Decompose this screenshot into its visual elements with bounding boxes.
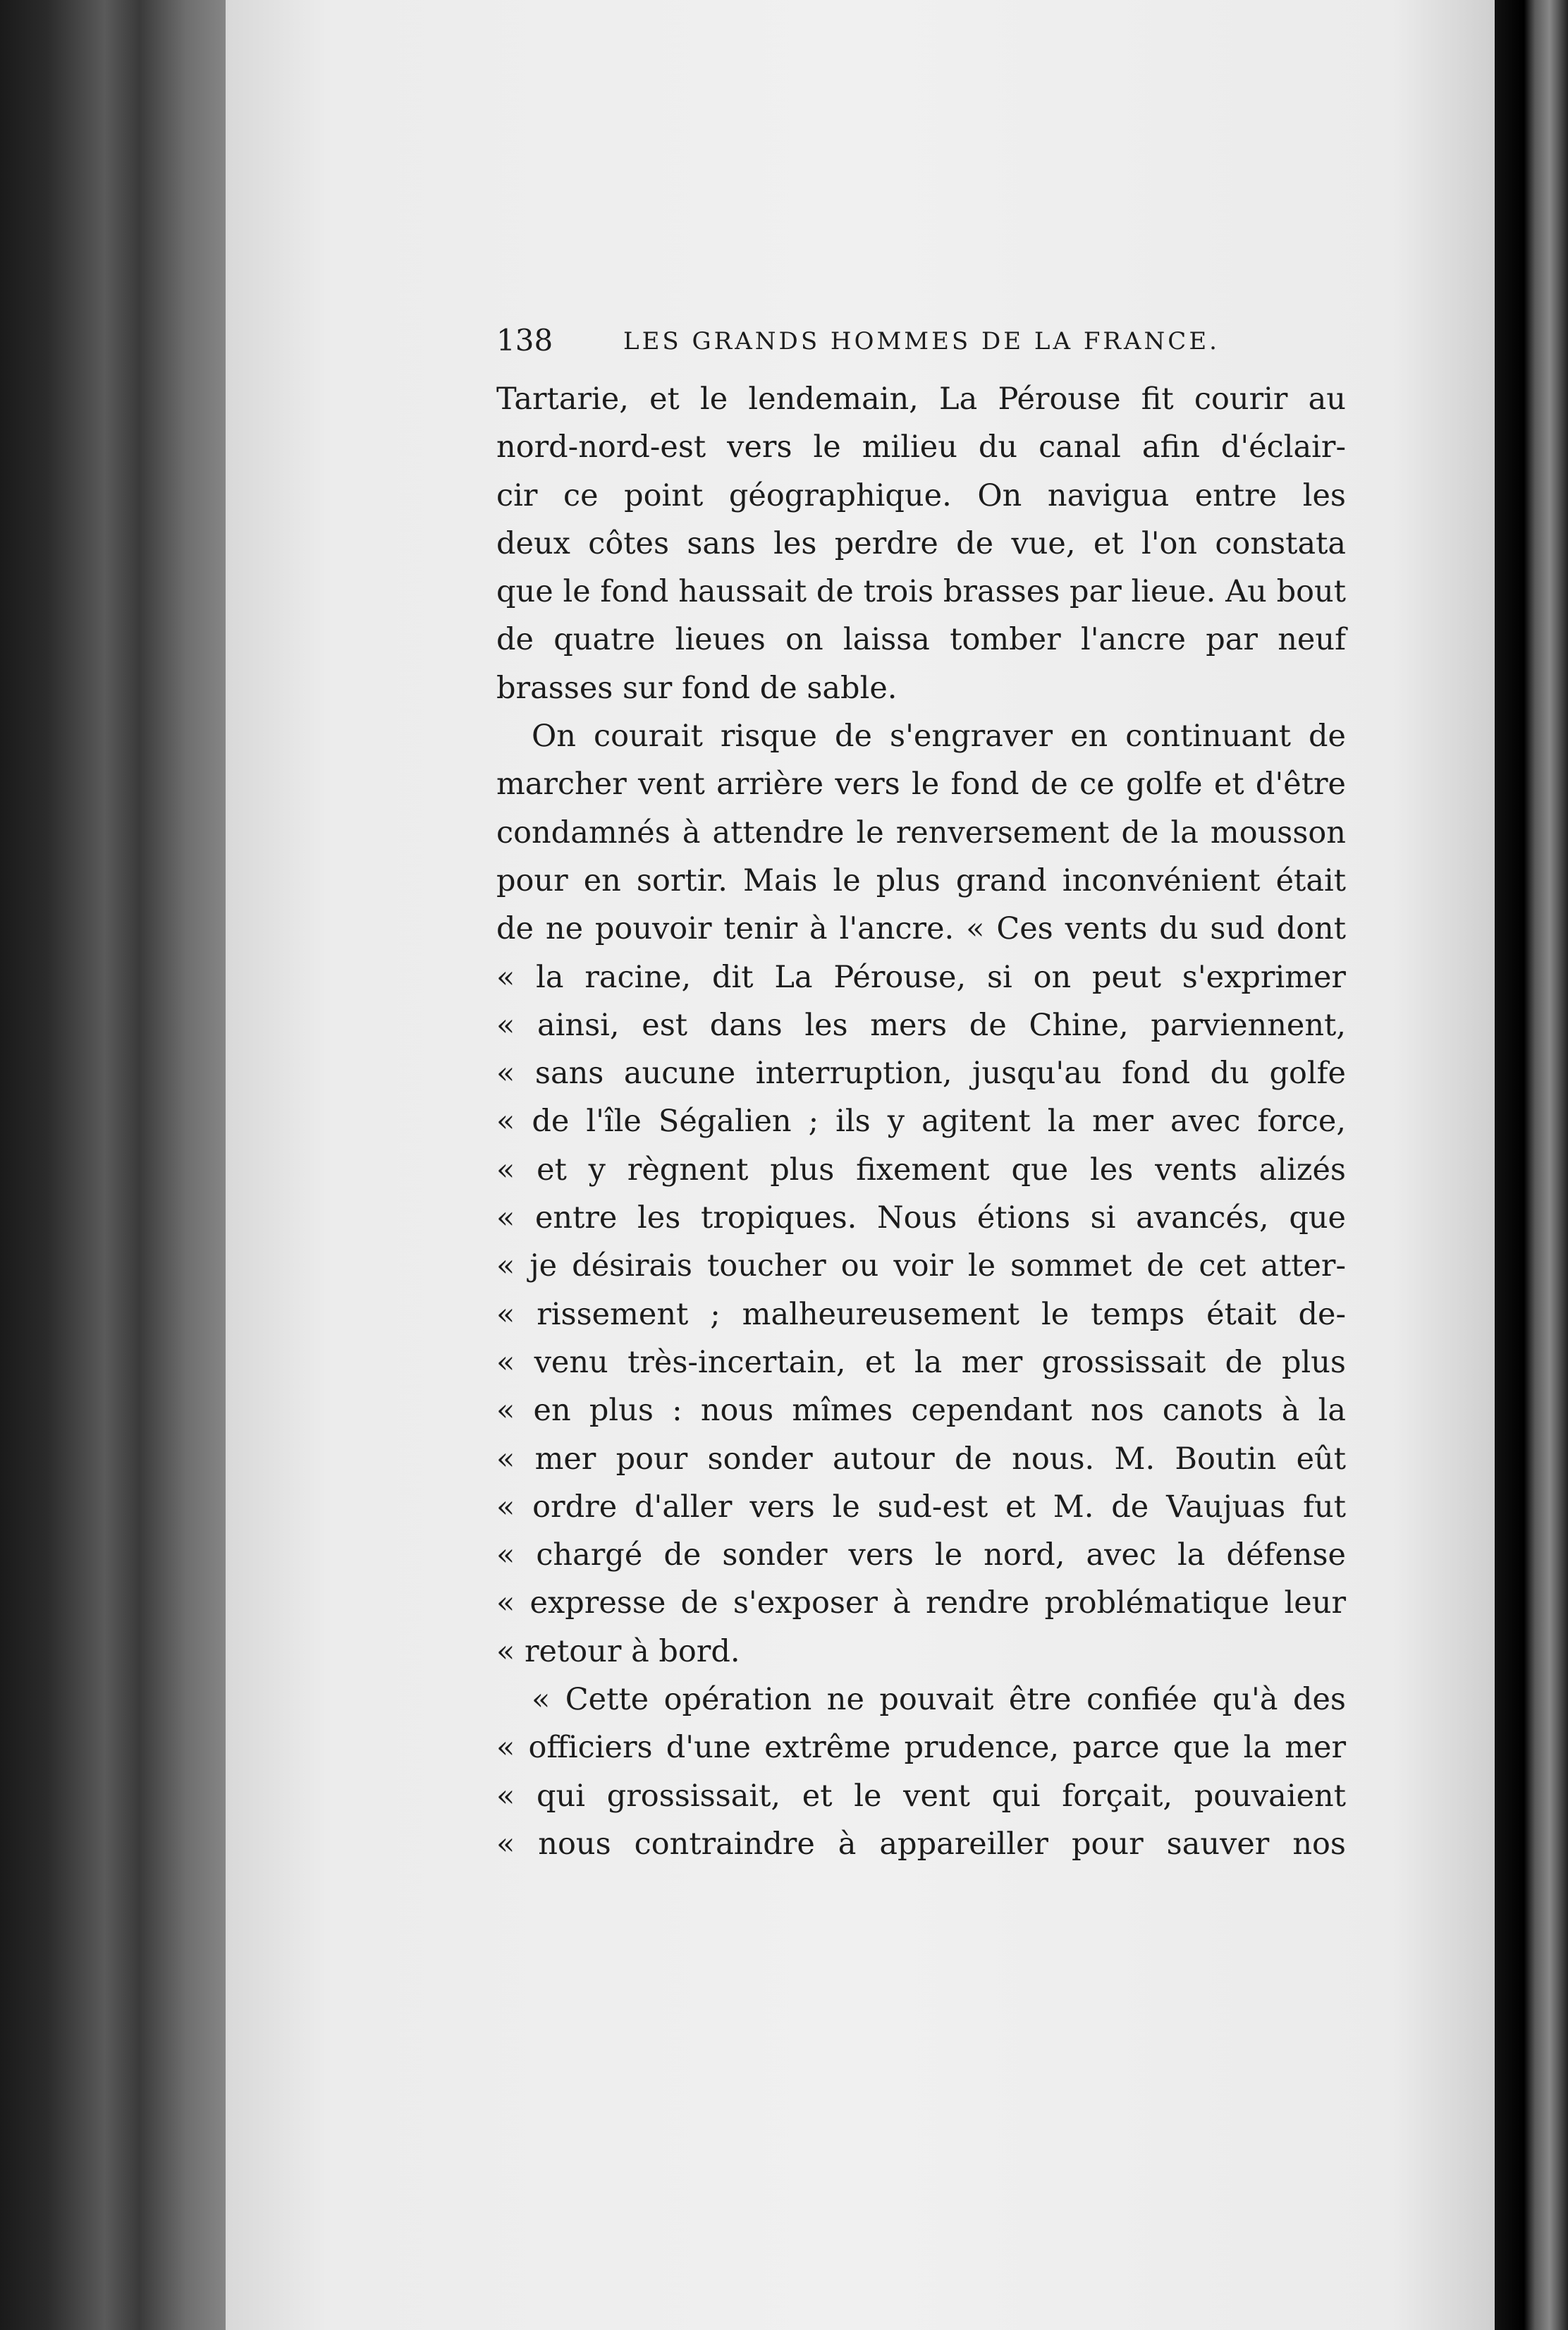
text-line: « venu très-incertain, et la mer grossissait de plus <box>496 1344 1346 1380</box>
text-line: de quatre lieues on laissa tomber l'ancre par neuf <box>496 622 1346 658</box>
text-line: cir ce point géographique. On navigua entre les <box>496 477 1346 513</box>
text-line: que le fond haussait de trois brasses par lieue. Au bout <box>496 574 1346 610</box>
text-line: « officiers d'une extrême prudence, parce que la mer <box>496 1730 1346 1766</box>
text-line: « ordre d'aller vers le sud-est et M. de Vaujuas fut <box>496 1489 1346 1525</box>
text-line: « qui grossissait, et le vent qui forçait, pouvaient <box>496 1778 1346 1814</box>
text-line: « chargé de sonder vers le nord, avec la défense <box>496 1537 1346 1573</box>
running-title: LES GRANDS HOMMES DE LA FRANCE. <box>623 327 1220 355</box>
text-line: « de l'île Ségalien ; ils y agitent la mer avec force, <box>496 1104 1346 1140</box>
text-line: marcher vent arrière vers le fond de ce golfe et d'être <box>496 767 1346 803</box>
page-right-edge <box>1495 0 1568 2330</box>
text-line: « mer pour sonder autour de nous. M. Boutin eût <box>496 1441 1346 1477</box>
page-text-block <box>496 323 1346 1868</box>
text-line: pour en sortir. Mais le plus grand inconvénient était <box>496 862 1346 898</box>
body-text <box>496 375 1346 1868</box>
text-line: « Cette opération ne pouvait être confiée qu'à des <box>532 1682 1346 1718</box>
text-line: « expresse de s'exposer à rendre problématique leur <box>496 1585 1346 1621</box>
text-line: « nous contraindre à appareiller pour sauver nos <box>496 1826 1346 1862</box>
text-line: « la racine, dit La Pérouse, si on peut s'exprimer <box>496 959 1346 995</box>
text-line: « en plus : nous mîmes cependant nos canots à la <box>496 1393 1346 1429</box>
text-line: « retour à bord. <box>496 1633 740 1669</box>
text-line: brasses sur fond de sable. <box>496 670 898 706</box>
running-head <box>496 323 1346 372</box>
page-number: 138 <box>496 323 553 358</box>
text-line: On courait risque de s'engraver en continuant de <box>532 719 1346 755</box>
text-line: « sans aucune interruption, jusqu'au fond du golfe <box>496 1056 1346 1092</box>
text-line: « rissement ; malheureusement le temps était de- <box>496 1296 1346 1332</box>
text-line: « ainsi, est dans les mers de Chine, parviennent, <box>496 1007 1346 1043</box>
text-line: « et y règnent plus fixement que les vents alizés <box>496 1152 1346 1188</box>
text-line: deux côtes sans les perdre de vue, et l'on constata <box>496 525 1346 561</box>
text-line: « entre les tropiques. Nous étions si avancés, que <box>496 1200 1346 1236</box>
text-line: Tartarie, et le lendemain, La Pérouse fit courir au <box>496 382 1346 417</box>
text-line: « je désirais toucher ou voir le sommet de cet atter- <box>496 1248 1346 1284</box>
text-line: nord-nord-est vers le milieu du canal afin d'éclair- <box>496 429 1346 465</box>
book-binding-edge <box>0 0 233 2330</box>
text-line: condamnés à attendre le renversement de la mousson <box>496 815 1346 850</box>
text-line: de ne pouvoir tenir à l'ancre. « Ces vents du sud dont <box>496 911 1346 947</box>
